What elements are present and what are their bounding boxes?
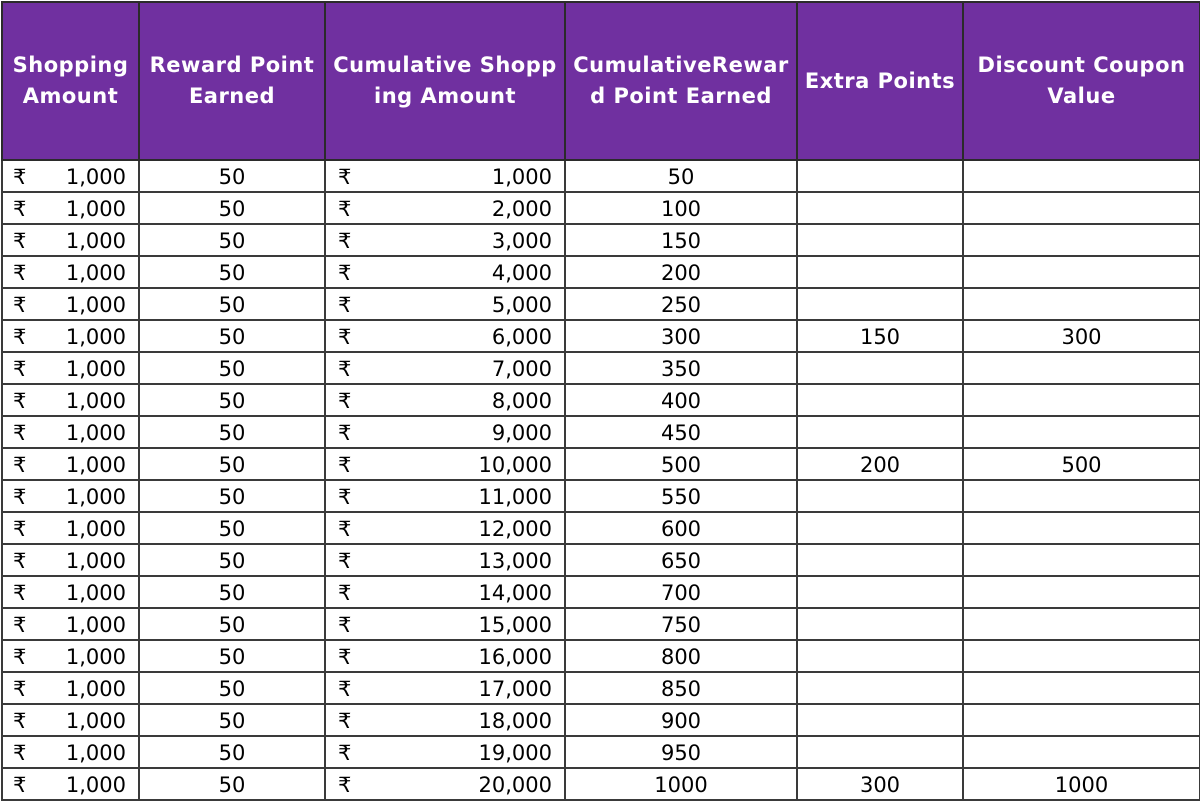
cell-cumulative-reward[interactable]: 150	[565, 224, 797, 256]
rupee-symbol: ₹	[13, 325, 27, 349]
cell-cumulative-amount[interactable]	[325, 768, 565, 800]
cell-extra-points[interactable]	[797, 480, 963, 512]
table-row	[2, 384, 1200, 416]
cell-extra-points[interactable]	[797, 416, 963, 448]
cell-shopping-amount-value: 1,000	[65, 293, 126, 317]
cell-coupon-value[interactable]	[963, 512, 1200, 544]
cell-coupon-value[interactable]	[963, 544, 1200, 576]
cell-cumulative-reward[interactable]: 900	[565, 704, 797, 736]
cell-cumulative-reward[interactable]: 450	[565, 416, 797, 448]
table-row	[2, 736, 1200, 768]
cell-cumulative-amount[interactable]	[325, 512, 565, 544]
cell-cumulative-amount-value: 16,000	[478, 645, 552, 669]
cell-extra-points[interactable]	[797, 704, 963, 736]
rupee-symbol: ₹	[13, 421, 27, 445]
rupee-symbol: ₹	[13, 165, 27, 189]
cell-shopping-amount[interactable]	[2, 448, 139, 480]
cell-cumulative-amount-value: 7,000	[491, 357, 552, 381]
cell-coupon-value[interactable]: 500	[963, 448, 1200, 480]
cell-cumulative-reward[interactable]: 600	[565, 512, 797, 544]
cell-shopping-amount[interactable]	[2, 224, 139, 256]
rupee-symbol: ₹	[13, 453, 27, 477]
table-row	[2, 416, 1200, 448]
cell-shopping-amount-value: 1,000	[65, 645, 126, 669]
cell-cumulative-reward[interactable]: 300	[565, 320, 797, 352]
cell-cumulative-reward[interactable]: 500	[565, 448, 797, 480]
cell-cumulative-reward[interactable]: 850	[565, 672, 797, 704]
rupee-symbol: ₹	[338, 293, 352, 317]
cell-shopping-amount[interactable]	[2, 384, 139, 416]
cell-extra-points[interactable]	[797, 256, 963, 288]
rupee-symbol: ₹	[13, 741, 27, 765]
rupee-symbol: ₹	[13, 485, 27, 509]
cell-cumulative-amount-value: 14,000	[478, 581, 552, 605]
cell-reward-point[interactable]: 50	[139, 320, 325, 352]
cell-shopping-amount[interactable]	[2, 576, 139, 608]
rupee-symbol: ₹	[13, 229, 27, 253]
cell-cumulative-reward[interactable]: 400	[565, 384, 797, 416]
cell-coupon-value[interactable]	[963, 160, 1200, 192]
cell-cumulative-amount[interactable]	[325, 448, 565, 480]
cell-cumulative-amount[interactable]	[325, 480, 565, 512]
cell-reward-point[interactable]: 50	[139, 608, 325, 640]
rupee-symbol: ₹	[13, 709, 27, 733]
rupee-symbol: ₹	[13, 581, 27, 605]
cell-extra-points[interactable]: 150	[797, 320, 963, 352]
cell-shopping-amount-value: 1,000	[65, 325, 126, 349]
cell-shopping-amount-value: 1,000	[65, 485, 126, 509]
cell-coupon-value[interactable]	[963, 704, 1200, 736]
cell-reward-point[interactable]: 50	[139, 672, 325, 704]
cell-extra-points[interactable]	[797, 384, 963, 416]
rupee-symbol: ₹	[338, 677, 352, 701]
cell-cumulative-reward[interactable]: 750	[565, 608, 797, 640]
cell-shopping-amount[interactable]	[2, 256, 139, 288]
table-row	[2, 288, 1200, 320]
rupee-symbol: ₹	[13, 549, 27, 573]
cell-shopping-amount[interactable]	[2, 512, 139, 544]
cell-extra-points[interactable]	[797, 512, 963, 544]
rupee-symbol: ₹	[338, 741, 352, 765]
cell-shopping-amount-value: 1,000	[65, 709, 126, 733]
cell-cumulative-amount[interactable]	[325, 736, 565, 768]
table-row	[2, 224, 1200, 256]
table-row	[2, 768, 1200, 800]
cell-shopping-amount[interactable]	[2, 608, 139, 640]
rupee-symbol: ₹	[13, 293, 27, 317]
cell-extra-points[interactable]	[797, 640, 963, 672]
rupee-symbol: ₹	[338, 485, 352, 509]
table-row	[2, 160, 1200, 192]
cell-shopping-amount-value: 1,000	[65, 165, 126, 189]
cell-cumulative-amount[interactable]	[325, 160, 565, 192]
cell-cumulative-amount-value: 15,000	[478, 613, 552, 637]
cell-shopping-amount-value: 1,000	[65, 613, 126, 637]
rupee-symbol: ₹	[13, 389, 27, 413]
cell-coupon-value[interactable]	[963, 256, 1200, 288]
cell-cumulative-reward[interactable]: 550	[565, 480, 797, 512]
cell-shopping-amount-value: 1,000	[65, 197, 126, 221]
cell-shopping-amount[interactable]	[2, 544, 139, 576]
cell-shopping-amount-value: 1,000	[65, 453, 126, 477]
cell-coupon-value[interactable]	[963, 576, 1200, 608]
rupee-symbol: ₹	[13, 261, 27, 285]
cell-cumulative-amount[interactable]	[325, 416, 565, 448]
cell-cumulative-amount[interactable]	[325, 192, 565, 224]
cell-coupon-value[interactable]	[963, 416, 1200, 448]
cell-coupon-value[interactable]	[963, 288, 1200, 320]
rupee-symbol: ₹	[13, 197, 27, 221]
cell-cumulative-reward[interactable]: 650	[565, 544, 797, 576]
cell-reward-point[interactable]: 50	[139, 416, 325, 448]
cell-shopping-amount[interactable]	[2, 416, 139, 448]
header-row	[2, 2, 1200, 160]
table-row	[2, 320, 1200, 352]
cell-reward-point[interactable]: 50	[139, 704, 325, 736]
reward-points-table	[1, 1, 1200, 801]
cell-shopping-amount-value: 1,000	[65, 517, 126, 541]
cell-shopping-amount[interactable]	[2, 160, 139, 192]
rupee-symbol: ₹	[338, 421, 352, 445]
cell-reward-point[interactable]: 50	[139, 576, 325, 608]
cell-reward-point[interactable]: 50	[139, 352, 325, 384]
cell-shopping-amount[interactable]	[2, 320, 139, 352]
cell-reward-point[interactable]: 50	[139, 192, 325, 224]
cell-extra-points[interactable]: 300	[797, 768, 963, 800]
cell-cumulative-amount[interactable]	[325, 704, 565, 736]
cell-reward-point[interactable]: 50	[139, 224, 325, 256]
cell-shopping-amount-value: 1,000	[65, 677, 126, 701]
cell-shopping-amount-value: 1,000	[65, 741, 126, 765]
cell-cumulative-reward[interactable]: 1000	[565, 768, 797, 800]
table-row	[2, 480, 1200, 512]
rupee-symbol: ₹	[338, 773, 352, 797]
cell-cumulative-amount-value: 4,000	[491, 261, 552, 285]
rupee-symbol: ₹	[13, 517, 27, 541]
rupee-symbol: ₹	[13, 357, 27, 381]
cell-reward-point[interactable]: 50	[139, 640, 325, 672]
cell-shopping-amount-value: 1,000	[65, 581, 126, 605]
cell-extra-points[interactable]	[797, 672, 963, 704]
rupee-symbol: ₹	[338, 581, 352, 605]
cell-cumulative-amount-value: 8,000	[491, 389, 552, 413]
cell-reward-point[interactable]: 50	[139, 480, 325, 512]
cell-cumulative-amount[interactable]	[325, 576, 565, 608]
cell-shopping-amount[interactable]	[2, 768, 139, 800]
cell-reward-point[interactable]: 50	[139, 256, 325, 288]
rupee-symbol: ₹	[338, 165, 352, 189]
rupee-symbol: ₹	[13, 677, 27, 701]
cell-cumulative-amount[interactable]	[325, 288, 565, 320]
cell-cumulative-reward[interactable]: 50	[565, 160, 797, 192]
cell-shopping-amount[interactable]	[2, 288, 139, 320]
cell-shopping-amount[interactable]	[2, 480, 139, 512]
rupee-symbol: ₹	[338, 261, 352, 285]
cell-shopping-amount-value: 1,000	[65, 229, 126, 253]
cell-cumulative-reward[interactable]: 350	[565, 352, 797, 384]
cell-coupon-value[interactable]	[963, 480, 1200, 512]
cell-extra-points[interactable]	[797, 544, 963, 576]
cell-reward-point[interactable]: 50	[139, 288, 325, 320]
cell-shopping-amount[interactable]	[2, 192, 139, 224]
cell-cumulative-amount[interactable]	[325, 224, 565, 256]
cell-cumulative-amount[interactable]	[325, 672, 565, 704]
header-cumulative-reward-point-earned: CumulativeReward Point Earned	[565, 2, 797, 160]
cell-shopping-amount-value: 1,000	[65, 773, 126, 797]
rupee-symbol: ₹	[13, 613, 27, 637]
cell-reward-point[interactable]: 50	[139, 512, 325, 544]
cell-shopping-amount-value: 1,000	[65, 389, 126, 413]
cell-extra-points[interactable]	[797, 288, 963, 320]
table-row	[2, 576, 1200, 608]
cell-cumulative-amount-value: 12,000	[478, 517, 552, 541]
cell-extra-points[interactable]	[797, 352, 963, 384]
cell-cumulative-amount-value: 9,000	[491, 421, 552, 445]
cell-reward-point[interactable]: 50	[139, 544, 325, 576]
cell-extra-points[interactable]: 200	[797, 448, 963, 480]
cell-coupon-value[interactable]	[963, 224, 1200, 256]
cell-cumulative-amount-value: 10,000	[478, 453, 552, 477]
cell-coupon-value[interactable]	[963, 192, 1200, 224]
cell-coupon-value[interactable]: 300	[963, 320, 1200, 352]
table-row	[2, 192, 1200, 224]
cell-cumulative-reward[interactable]: 200	[565, 256, 797, 288]
cell-cumulative-amount[interactable]	[325, 608, 565, 640]
cell-cumulative-amount-value: 5,000	[491, 293, 552, 317]
header-cumulative-shopping-amount: Cumulative Shopping Amount	[325, 2, 565, 160]
cell-cumulative-amount-value: 11,000	[478, 485, 552, 509]
cell-extra-points[interactable]	[797, 608, 963, 640]
cell-extra-points[interactable]	[797, 576, 963, 608]
cell-shopping-amount[interactable]	[2, 704, 139, 736]
cell-coupon-value[interactable]	[963, 384, 1200, 416]
cell-cumulative-amount-value: 1,000	[491, 165, 552, 189]
cell-shopping-amount-value: 1,000	[65, 357, 126, 381]
cell-cumulative-reward[interactable]: 250	[565, 288, 797, 320]
rupee-symbol: ₹	[338, 229, 352, 253]
cell-cumulative-reward[interactable]: 800	[565, 640, 797, 672]
cell-cumulative-amount[interactable]	[325, 640, 565, 672]
cell-cumulative-amount-value: 3,000	[491, 229, 552, 253]
cell-reward-point[interactable]: 50	[139, 384, 325, 416]
table-row	[2, 448, 1200, 480]
cell-cumulative-amount-value: 19,000	[478, 741, 552, 765]
cell-shopping-amount-value: 1,000	[65, 261, 126, 285]
cell-cumulative-amount[interactable]	[325, 320, 565, 352]
table-row	[2, 352, 1200, 384]
table-row	[2, 256, 1200, 288]
cell-cumulative-amount-value: 13,000	[478, 549, 552, 573]
cell-cumulative-amount-value: 6,000	[491, 325, 552, 349]
cell-cumulative-amount[interactable]	[325, 384, 565, 416]
table-row	[2, 704, 1200, 736]
cell-reward-point[interactable]: 50	[139, 736, 325, 768]
header-extra-points: Extra Points	[797, 2, 963, 160]
table-row	[2, 672, 1200, 704]
rupee-symbol: ₹	[338, 325, 352, 349]
cell-shopping-amount[interactable]	[2, 672, 139, 704]
table-body	[2, 160, 1200, 800]
cell-cumulative-reward[interactable]: 700	[565, 576, 797, 608]
table-row	[2, 512, 1200, 544]
table-row	[2, 640, 1200, 672]
cell-extra-points[interactable]	[797, 736, 963, 768]
rupee-symbol: ₹	[13, 645, 27, 669]
cell-coupon-value[interactable]	[963, 736, 1200, 768]
cell-coupon-value[interactable]	[963, 608, 1200, 640]
cell-shopping-amount-value: 1,000	[65, 421, 126, 445]
rupee-symbol: ₹	[338, 613, 352, 637]
cell-cumulative-amount-value: 18,000	[478, 709, 552, 733]
cell-cumulative-amount-value: 2,000	[491, 197, 552, 221]
cell-reward-point[interactable]: 50	[139, 160, 325, 192]
cell-coupon-value[interactable]	[963, 672, 1200, 704]
cell-shopping-amount-value: 1,000	[65, 549, 126, 573]
cell-coupon-value[interactable]	[963, 352, 1200, 384]
cell-coupon-value[interactable]	[963, 640, 1200, 672]
rupee-symbol: ₹	[338, 709, 352, 733]
table-row	[2, 608, 1200, 640]
cell-reward-point[interactable]: 50	[139, 448, 325, 480]
cell-cumulative-amount[interactable]	[325, 256, 565, 288]
header-shopping-amount: Shopping Amount	[2, 2, 139, 160]
rupee-symbol: ₹	[338, 645, 352, 669]
rupee-symbol: ₹	[338, 197, 352, 221]
cell-reward-point[interactable]: 50	[139, 768, 325, 800]
cell-shopping-amount[interactable]	[2, 736, 139, 768]
cell-shopping-amount[interactable]	[2, 640, 139, 672]
cell-coupon-value[interactable]: 1000	[963, 768, 1200, 800]
cell-extra-points[interactable]	[797, 192, 963, 224]
rupee-symbol: ₹	[13, 773, 27, 797]
header-reward-point-earned: Reward Point Earned	[139, 2, 325, 160]
rupee-symbol: ₹	[338, 549, 352, 573]
rupee-symbol: ₹	[338, 357, 352, 381]
cell-cumulative-amount-value: 20,000	[478, 773, 552, 797]
cell-cumulative-reward[interactable]: 100	[565, 192, 797, 224]
cell-extra-points[interactable]	[797, 224, 963, 256]
rupee-symbol: ₹	[338, 517, 352, 541]
table-row	[2, 544, 1200, 576]
rupee-symbol: ₹	[338, 453, 352, 477]
cell-cumulative-reward[interactable]: 950	[565, 736, 797, 768]
cell-cumulative-amount[interactable]	[325, 544, 565, 576]
cell-shopping-amount[interactable]	[2, 352, 139, 384]
cell-extra-points[interactable]	[797, 160, 963, 192]
cell-cumulative-amount-value: 17,000	[478, 677, 552, 701]
cell-cumulative-amount[interactable]	[325, 352, 565, 384]
header-discount-coupon-value: Discount Coupon Value	[963, 2, 1200, 160]
rupee-symbol: ₹	[338, 389, 352, 413]
